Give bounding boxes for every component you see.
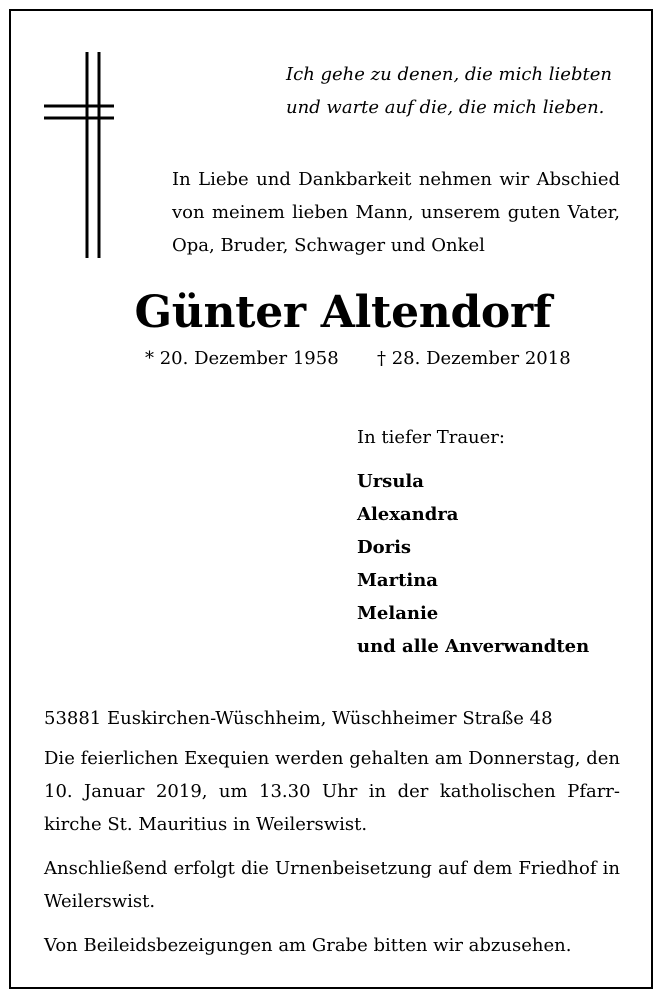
burial-info: Anschließend erfolgt die Urnenbeisetzung auf dem Friedhof in Weilerswist. [44, 858, 620, 912]
condolence-note: Von Beileidsbezeigungen am Grabe bitten wir abzusehen. [44, 935, 572, 956]
cross-icon [44, 52, 114, 258]
life-dates [145, 342, 571, 376]
mourner-name: Martina [357, 570, 438, 591]
mourner-name: Alexandra [357, 504, 459, 525]
mourner-name: Melanie [357, 603, 439, 624]
birth-date: * 20. Dezember 1958 [145, 348, 339, 369]
mourner-name: und alle Anverwandten [357, 636, 590, 657]
intro-line-3: Opa, Bruder, Schwager und Onkel [172, 235, 485, 256]
motto-quote [286, 58, 631, 124]
address: 53881 Euskirchen-Wüschheim, Wüschheimer Straße 48 [44, 708, 553, 729]
mourner-name: Ursula [357, 471, 424, 492]
intro-text [172, 163, 620, 262]
death-date: † 28. Dezember 2018 [377, 348, 571, 369]
motto-line-1: Ich gehe zu denen, die mich liebten [286, 64, 612, 85]
mourners-label: In tiefer Trauer: [357, 427, 505, 448]
notice-details [44, 702, 620, 973]
deceased-name: Günter Altendorf [134, 287, 552, 338]
service-info: Die feierlichen Exequien werden gehalten am Donnerstag, den 10. Januar 2019, um 13.30 Uhr in der katholischen Pfarr-kirche St. Mauritius in Weilerswist. [44, 748, 620, 835]
mourners-list [357, 421, 589, 663]
intro-line-2: von meinem lieben Mann, unserem guten Vater, [172, 202, 620, 223]
motto-line-2: und warte auf die, die mich lieben. [286, 97, 605, 118]
mourner-name: Doris [357, 537, 412, 558]
intro-line-1: In Liebe und Dankbarkeit nehmen wir Abschied [172, 169, 620, 190]
